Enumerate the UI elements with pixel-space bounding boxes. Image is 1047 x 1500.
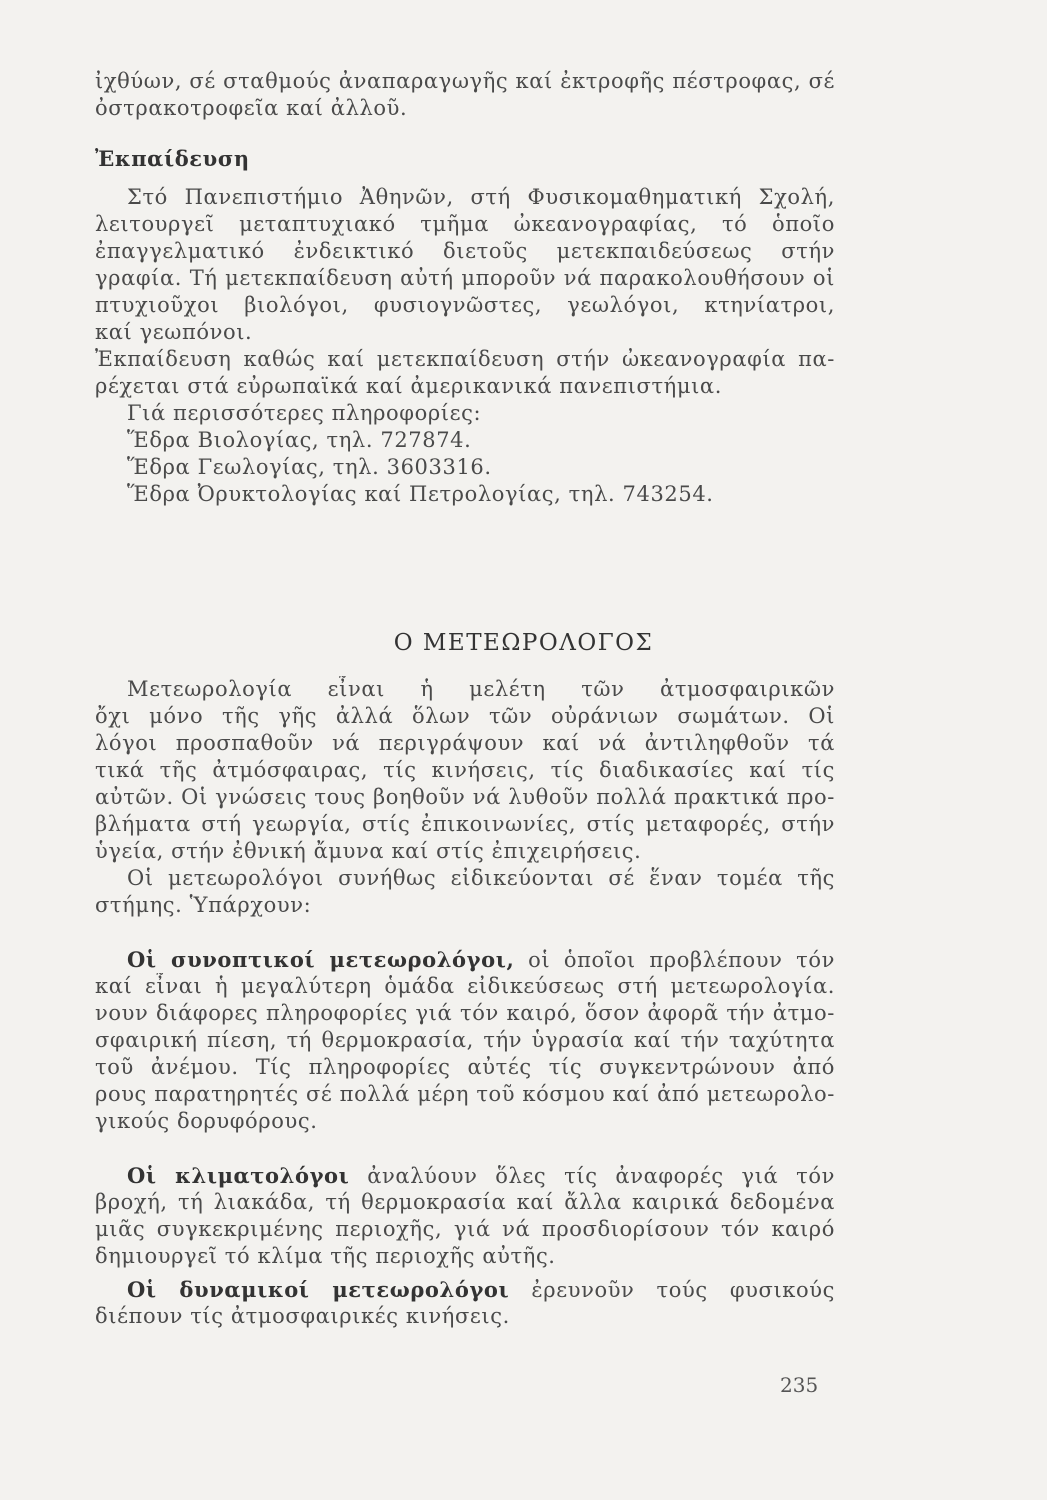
term-synoptic: Οἱ συνοπτικοί μετεωρολόγοι,	[127, 947, 515, 972]
text-block-fish-farming	[95, 68, 835, 122]
text-block-climatologists	[95, 1162, 835, 1270]
text-line: Ἐκπαίδευση καθώς καί μετεκπαίδευση στήν ὠκεανογραφία πα-	[95, 347, 835, 371]
text-block-education	[95, 184, 835, 508]
text-line: λόγοι προσπαθοῦν νά περιγράψουν καί νά ἀντιληφθοῦν τά	[95, 731, 835, 755]
text-line: Μετεωρολογία εἶναι ἡ μελέτη τῶν ἀτμοσφαιρικῶν	[127, 677, 835, 701]
text-run: ἐρευνοῦν τούς φυσικούς	[531, 1278, 835, 1302]
contact-line: Ἕδρα Ὀρυκτολογίας καί Πετρολογίας, τηλ. 743254.	[127, 482, 714, 506]
text-run: ἀναλύουν ὅλες τίς ἀναφορές γιά τόν	[367, 1164, 835, 1188]
text-line: Οἱ μετεωρολόγοι συνήθως εἰδικεύονται σέ ἕναν τομέα τῆς	[127, 866, 835, 890]
text-line: ἰχθύων, σέ σταθμούς ἀναπαραγωγῆς καί ἐκτροφῆς πέστροφας, σέ	[95, 69, 835, 93]
text-line: ρέχεται στά εὐρωπαϊκά καί ἀμερικανικά πανεπιστήμια.	[95, 374, 722, 398]
section-heading-education: Ἐκπαίδευση	[95, 146, 250, 171]
text-line: μιᾶς συγκεκριμένης περιοχῆς, γιά νά προσδιορίσουν τόν καιρό	[95, 1217, 835, 1241]
text-line: τικά τῆς ἀτμόσφαιρας, τίς κινήσεις, τίς διαδικασίες καί τίς	[95, 758, 835, 782]
text-line: σφαιρική πίεση, τή θερμοκρασία, τήν ὑγρασία καί τήν ταχύτητα	[95, 1028, 835, 1052]
text-line: ὀστρακοτροφεῖα καί ἀλλοῦ.	[95, 96, 408, 120]
text-line: γικούς δορυφόρους.	[95, 1109, 318, 1133]
text-line: βλήματα στή γεωργία, στίς ἐπικοινωνίες, στίς μεταφορές, στήν	[95, 812, 835, 836]
text-line: ὄχι μόνο τῆς γῆς ἀλλά ὅλων τῶν οὐράνιων σωμάτων. Οἱ	[95, 704, 835, 728]
text-line: καί γεωπόνοι.	[95, 320, 253, 344]
text-line: λειτουργεῖ μεταπτυχιακό τμῆμα ὠκεανογραφίας, τό ὁποῖο	[95, 212, 835, 236]
text-line: τοῦ ἀνέμου. Τίς πληροφορίες αὐτές τίς συγκεντρώνουν ἀπό	[95, 1055, 835, 1079]
text-line: στήμης. Ὑπάρχουν:	[95, 893, 312, 917]
text-line: βροχή, τή λιακάδα, τή θερμοκρασία καί ἄλλα καιρικά δεδομένα	[95, 1190, 835, 1214]
text-block-synoptic	[95, 946, 835, 1135]
text-line: ἐπαγγελματικό ἐνδεικτικό διετοῦς μετεκπαιδεύσεως στήν	[95, 239, 835, 263]
text-line: γραφία. Τή μετεκπαίδευση αὐτή μποροῦν νά παρακολουθήσουν οἱ	[95, 266, 835, 290]
text-line	[95, 1276, 835, 1303]
contact-line: Ἕδρα Γεωλογίας, τηλ. 3603316.	[127, 455, 492, 479]
text-line	[95, 1162, 835, 1189]
term-dynamic: Οἱ δυναμικοί μετεωρολόγοι	[127, 1277, 510, 1302]
text-line: αὐτῶν. Οἱ γνώσεις τους βοηθοῦν νά λυθοῦν πολλά πρακτικά προ-	[95, 785, 835, 809]
contact-line: Ἕδρα Βιολογίας, τηλ. 727874.	[127, 428, 472, 452]
text-line: ρους παρατηρητές σέ πολλά μέρη τοῦ κόσμου καί ἀπό μετεωρολο-	[95, 1082, 835, 1106]
section-title: Ο ΜΕΤΕΩΡΟΛΟΓΟΣ	[393, 630, 654, 656]
text-run: οἱ ὁποῖοι προβλέπουν τόν	[528, 948, 835, 972]
text-block-dynamic	[95, 1276, 835, 1330]
education-heading-wrap	[95, 145, 835, 172]
text-line: καί εἶναι ἡ μεγαλύτερη ὁμάδα εἰδικεύσεως στή μετεωρολογία.	[95, 974, 835, 998]
text-line: Γιά περισσότερες πληροφορίες:	[127, 401, 482, 425]
text-line: διέπουν τίς ἀτμοσφαιρικές κινήσεις.	[95, 1304, 510, 1328]
text-line: ὑγεία, στήν ἐθνική ἄμυνα καί στίς ἐπιχειρήσεις.	[95, 839, 642, 863]
text-line: πτυχιοῦχοι βιολόγοι, φυσιογνῶστες, γεωλόγοι, κτηνίατροι,	[95, 293, 835, 317]
text-block-meteorology-intro	[95, 676, 835, 919]
text-line: νουν διάφορες πληροφορίες γιά τόν καιρό, ὅσον ἀφορᾶ τήν ἀτμο-	[95, 1001, 835, 1025]
page-number: 235	[780, 1373, 819, 1397]
text-line	[95, 946, 835, 973]
text-line: δημιουργεῖ τό κλίμα τῆς περιοχῆς αὐτῆς.	[95, 1244, 556, 1268]
term-climatologists: Οἱ κλιματολόγοι	[127, 1163, 350, 1188]
text-line: Στό Πανεπιστήμιο Ἀθηνῶν, στή Φυσικομαθηματική Σχολή,	[127, 185, 835, 209]
